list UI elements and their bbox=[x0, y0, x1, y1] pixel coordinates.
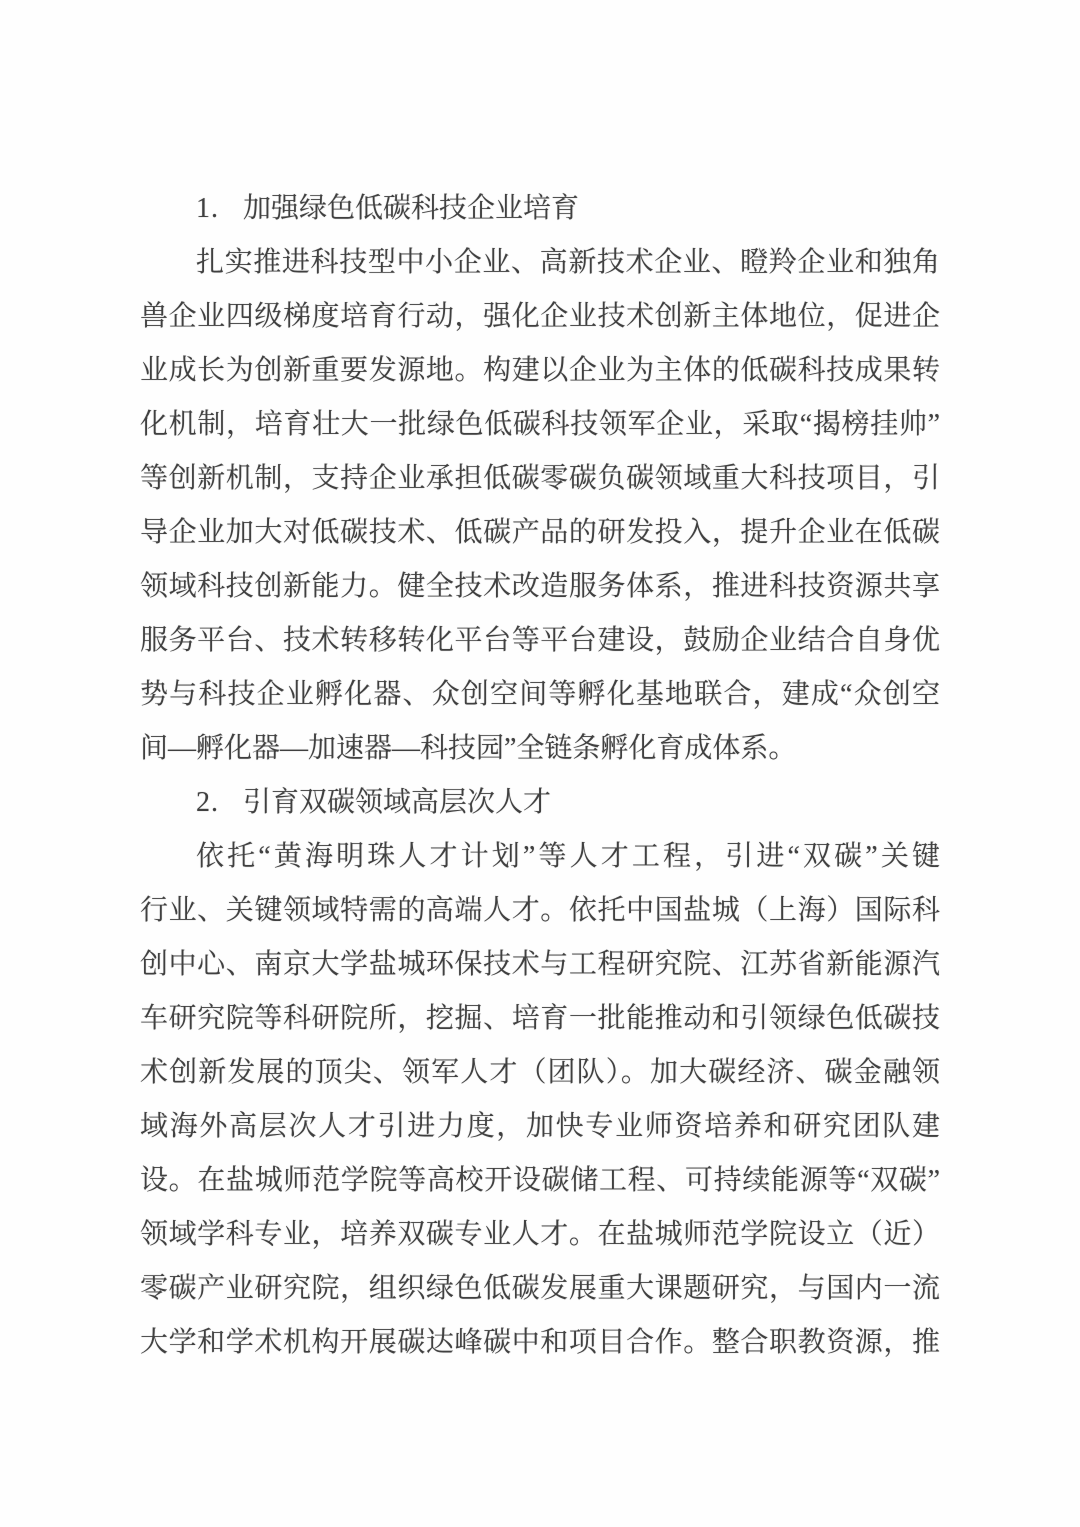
paragraph-line: 依托“黄海明珠人才计划”等人才工程，引进“双碳”关键 bbox=[196, 841, 940, 872]
paragraph-line: 扎实推进科技型中小企业、高新技术企业、瞪羚企业和独角 bbox=[196, 247, 940, 278]
paragraph-line: 大学和学术机构开展碳达峰碳中和项目合作。整合职教资源，推 bbox=[140, 1327, 940, 1358]
paragraph-line: 领域学科专业，培养双碳专业人才。在盐城师范学院设立（近） bbox=[140, 1219, 940, 1250]
document-body bbox=[140, 182, 940, 1370]
paragraph-line: 行业、关键领域特需的高端人才。依托中国盐城（上海）国际科 bbox=[140, 895, 940, 926]
paragraph-line: 业成长为创新重要发源地。构建以企业为主体的低碳科技成果转 bbox=[140, 355, 940, 386]
heading-number: 2. bbox=[196, 787, 219, 818]
paragraph-line: 兽企业四级梯度培育行动，强化企业技术创新主体地位，促进企 bbox=[140, 301, 940, 332]
paragraph-line: 间—孵化器—加速器—科技园”全链条孵化育成体系。 bbox=[140, 733, 797, 764]
section-heading-1 bbox=[140, 182, 940, 236]
section-heading-2 bbox=[140, 776, 940, 830]
heading-title: 加强绿色低碳科技企业培育 bbox=[243, 193, 580, 224]
paragraph-line: 创中心、南京大学盐城环保技术与工程研究院、江苏省新能源汽 bbox=[140, 949, 940, 980]
paragraph-line: 零碳产业研究院，组织绿色低碳发展重大课题研究，与国内一流 bbox=[140, 1273, 940, 1304]
paragraph-line: 等创新机制，支持企业承担低碳零碳负碳领域重大科技项目，引 bbox=[140, 463, 940, 494]
paragraph-line: 术创新发展的顶尖、领军人才（团队）。加大碳经济、碳金融领 bbox=[140, 1057, 940, 1088]
paragraph-line: 域海外高层次人才引进力度，加快专业师资培养和研究团队建 bbox=[140, 1111, 940, 1142]
heading-title: 引育双碳领域高层次人才 bbox=[243, 787, 552, 818]
paragraph-line: 化机制，培育壮大一批绿色低碳科技领军企业，采取“揭榜挂帅” bbox=[140, 409, 940, 440]
paragraph-line: 车研究院等科研院所，挖掘、培育一批能推动和引领绿色低碳技 bbox=[140, 1003, 940, 1034]
paragraph-line: 导企业加大对低碳技术、低碳产品的研发投入，提升企业在低碳 bbox=[140, 517, 940, 548]
paragraph-line: 领域科技创新能力。健全技术改造服务体系，推进科技资源共享 bbox=[140, 571, 940, 602]
paragraph-line: 设。在盐城师范学院等高校开设碳储工程、可持续能源等“双碳” bbox=[140, 1165, 940, 1196]
paragraph-line: 势与科技企业孵化器、众创空间等孵化基地联合，建成“众创空 bbox=[140, 679, 940, 710]
heading-number: 1. bbox=[196, 193, 219, 224]
paragraph-line: 服务平台、技术转移转化平台等平台建设，鼓励企业结合自身优 bbox=[140, 625, 940, 656]
